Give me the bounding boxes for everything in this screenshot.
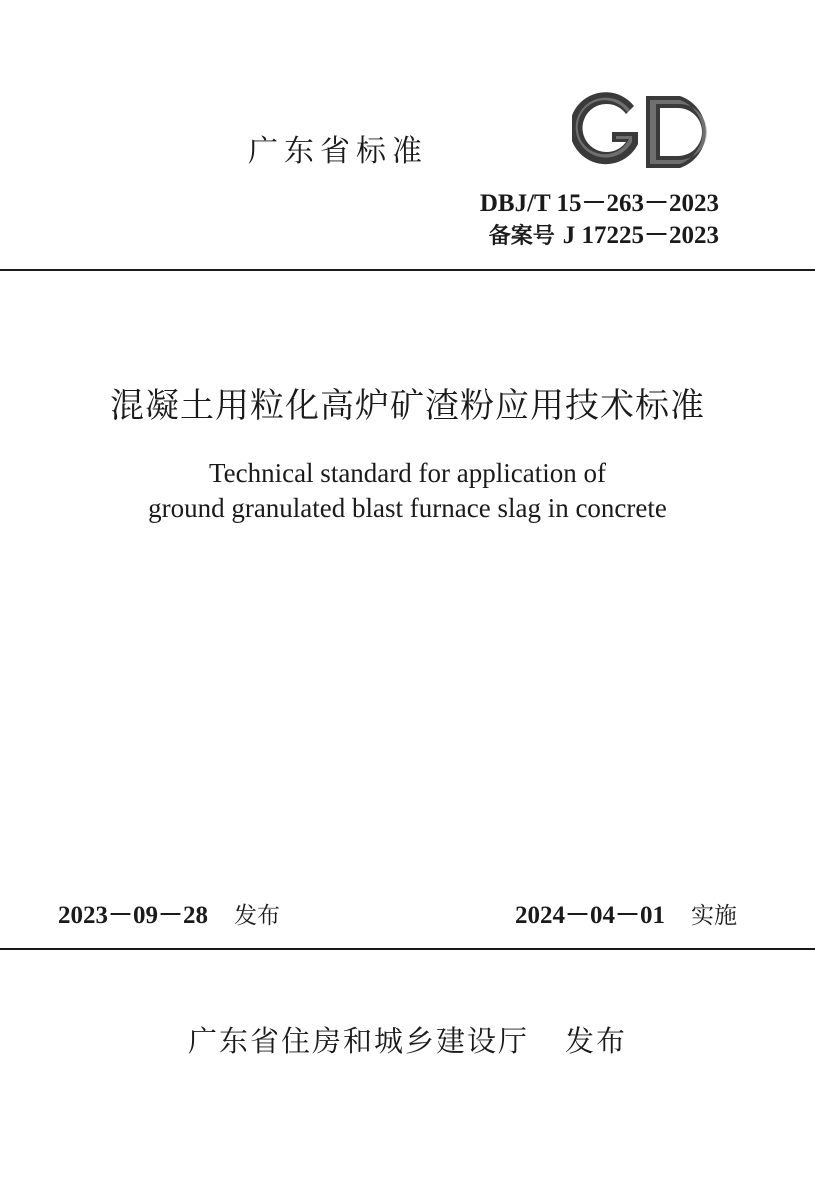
issue-word: 发布 (234, 903, 281, 929)
province-standard-label: 广东省标准 (248, 134, 428, 169)
standard-code: DBJ/T 15－263－2023 (479, 190, 719, 217)
effective-word: 实施 (691, 903, 737, 929)
bottom-divider (0, 948, 815, 950)
top-divider (0, 269, 815, 271)
title-english-line-2: ground granulated blast furnace slag in concrete (148, 493, 667, 523)
record-number: J 17225－2023 (562, 222, 719, 249)
issue-date: 2023－09－28 (58, 902, 209, 929)
publisher-word: 发布 (565, 1024, 628, 1058)
title-english (0, 456, 815, 526)
record-number-prefix: 备案号 (488, 224, 555, 249)
record-number-line (480, 220, 719, 253)
standard-code-block (480, 188, 719, 253)
publisher-line (0, 1020, 815, 1062)
effective-date: 2024－04－01 (514, 902, 665, 929)
effective-date-block (515, 898, 737, 933)
title-english-line-1: Technical standard for application of (209, 458, 606, 488)
gd-logo-icon (572, 92, 722, 172)
issue-date-block (58, 898, 280, 933)
title-chinese: 混凝土用粒化高炉矿渣粉应用技术标准 (110, 386, 705, 426)
publisher-name: 广东省住房和城乡建设厅 (187, 1024, 529, 1058)
